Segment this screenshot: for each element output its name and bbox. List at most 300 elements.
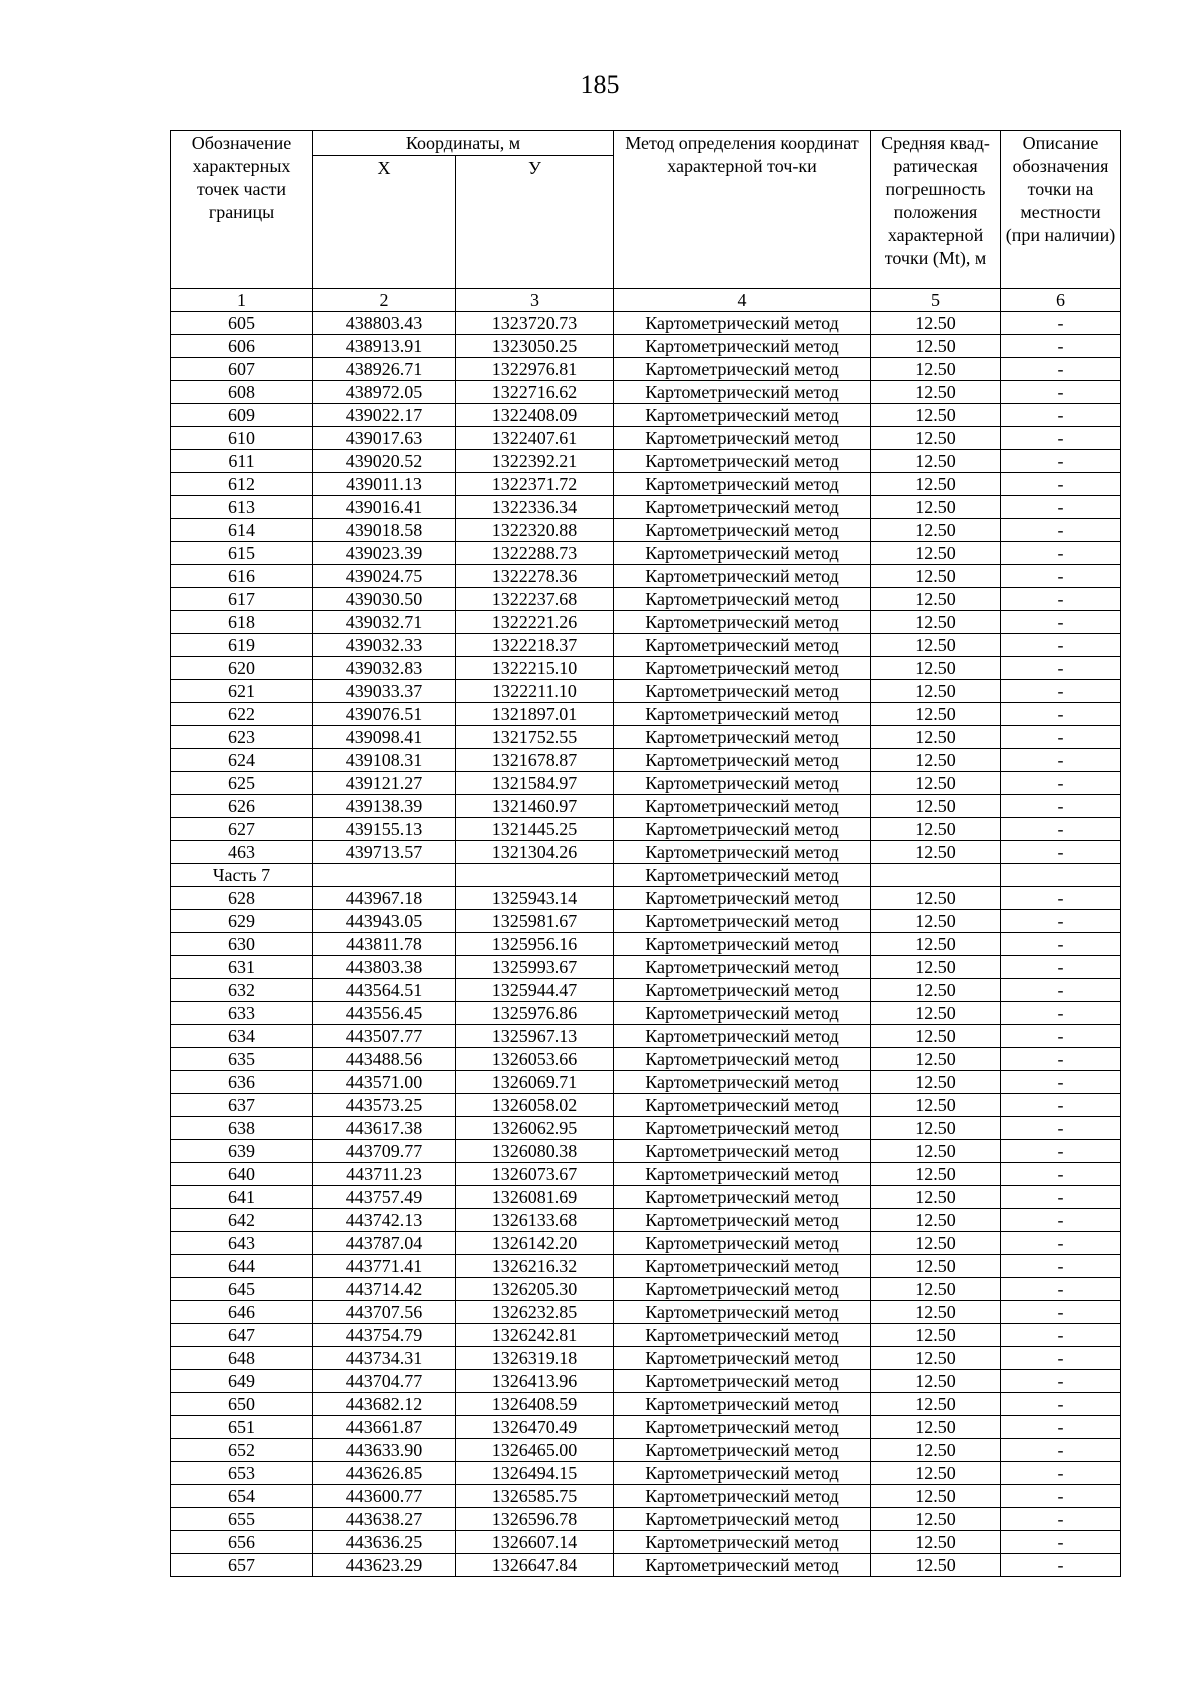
cell-method: Картометрический метод — [614, 1393, 871, 1416]
cell-y: 1326408.59 — [456, 1393, 614, 1416]
cell-description: - — [1001, 818, 1121, 841]
cell-point: 608 — [171, 381, 313, 404]
cell-point: 643 — [171, 1232, 313, 1255]
cell-description: - — [1001, 979, 1121, 1002]
cell-x: 439011.13 — [313, 473, 456, 496]
cell-error: 12.50 — [871, 335, 1001, 358]
cell-description: - — [1001, 1048, 1121, 1071]
cell-y: 1321304.26 — [456, 841, 614, 864]
cell-y: 1322221.26 — [456, 611, 614, 634]
cell-point: 605 — [171, 312, 313, 335]
cell-error: 12.50 — [871, 956, 1001, 979]
table-row — [171, 1209, 1121, 1232]
cell-x: 438926.71 — [313, 358, 456, 381]
cell-method: Картометрический метод — [614, 1048, 871, 1071]
cell-point: 649 — [171, 1370, 313, 1393]
cell-point: Часть 7 — [171, 864, 313, 887]
cell-point: 623 — [171, 726, 313, 749]
cell-error: 12.50 — [871, 1094, 1001, 1117]
table-row — [171, 565, 1121, 588]
cell-x: 443734.31 — [313, 1347, 456, 1370]
cell-error: 12.50 — [871, 588, 1001, 611]
cell-y: 1321752.55 — [456, 726, 614, 749]
cell-y: 1322716.62 — [456, 381, 614, 404]
cell-y: 1326053.66 — [456, 1048, 614, 1071]
cell-x: 443757.49 — [313, 1186, 456, 1209]
cell-method: Картометрический метод — [614, 979, 871, 1002]
cell-point: 644 — [171, 1255, 313, 1278]
cell-x: 443623.29 — [313, 1554, 456, 1577]
table-row — [171, 795, 1121, 818]
cell-description: - — [1001, 519, 1121, 542]
cell-description: - — [1001, 565, 1121, 588]
cell-error: 12.50 — [871, 726, 1001, 749]
table-row — [171, 1393, 1121, 1416]
cell-description: - — [1001, 1117, 1121, 1140]
cell-method: Картометрический метод — [614, 910, 871, 933]
cell-method: Картометрический метод — [614, 611, 871, 634]
header-y: У — [456, 156, 614, 289]
cell-point: 621 — [171, 680, 313, 703]
cell-description: - — [1001, 726, 1121, 749]
cell-x: 439016.41 — [313, 496, 456, 519]
cell-description — [1001, 864, 1121, 887]
column-number: 3 — [456, 289, 614, 312]
cell-error: 12.50 — [871, 1393, 1001, 1416]
cell-x: 443638.27 — [313, 1508, 456, 1531]
cell-x: 443600.77 — [313, 1485, 456, 1508]
cell-method: Картометрический метод — [614, 703, 871, 726]
cell-method: Картометрический метод — [614, 1140, 871, 1163]
cell-x: 443943.05 — [313, 910, 456, 933]
cell-error: 12.50 — [871, 519, 1001, 542]
cell-point: 641 — [171, 1186, 313, 1209]
table-row — [171, 726, 1121, 749]
cell-x: 443573.25 — [313, 1094, 456, 1117]
cell-point: 639 — [171, 1140, 313, 1163]
cell-y: 1321678.87 — [456, 749, 614, 772]
cell-method: Картометрический метод — [614, 1324, 871, 1347]
cell-x: 443507.77 — [313, 1025, 456, 1048]
cell-method: Картометрический метод — [614, 726, 871, 749]
table-row — [171, 703, 1121, 726]
cell-point: 657 — [171, 1554, 313, 1577]
cell-method: Картометрический метод — [614, 634, 871, 657]
cell-x: 439023.39 — [313, 542, 456, 565]
cell-x: 443682.12 — [313, 1393, 456, 1416]
cell-point: 634 — [171, 1025, 313, 1048]
cell-method: Картометрический метод — [614, 496, 871, 519]
table-row — [171, 381, 1121, 404]
cell-point: 630 — [171, 933, 313, 956]
cell-point: 629 — [171, 910, 313, 933]
cell-method: Картометрический метод — [614, 1071, 871, 1094]
cell-y: 1326494.15 — [456, 1462, 614, 1485]
cell-x: 439033.37 — [313, 680, 456, 703]
cell-x: 439713.57 — [313, 841, 456, 864]
cell-y: 1325981.67 — [456, 910, 614, 933]
cell-error: 12.50 — [871, 473, 1001, 496]
cell-x: 443787.04 — [313, 1232, 456, 1255]
cell-error: 12.50 — [871, 1485, 1001, 1508]
cell-x: 443626.85 — [313, 1462, 456, 1485]
cell-x: 439121.27 — [313, 772, 456, 795]
cell-method: Картометрический метод — [614, 404, 871, 427]
table-row — [171, 1071, 1121, 1094]
header-designation: Обозначение характерных точек части границы — [171, 131, 313, 289]
cell-x: 443707.56 — [313, 1301, 456, 1324]
cell-point: 625 — [171, 772, 313, 795]
cell-y: 1322237.68 — [456, 588, 614, 611]
cell-error: 12.50 — [871, 1416, 1001, 1439]
header-error: Средняя квад-ратическая погрешность положения характерной точки (Mt), м — [871, 131, 1001, 289]
cell-x: 439032.71 — [313, 611, 456, 634]
cell-y: 1326470.49 — [456, 1416, 614, 1439]
table-row — [171, 1002, 1121, 1025]
cell-description: - — [1001, 841, 1121, 864]
cell-error: 12.50 — [871, 1554, 1001, 1577]
cell-point: 611 — [171, 450, 313, 473]
cell-x: 439076.51 — [313, 703, 456, 726]
cell-x: 443967.18 — [313, 887, 456, 910]
cell-method: Картометрический метод — [614, 1508, 871, 1531]
cell-method: Картометрический метод — [614, 381, 871, 404]
cell-x: 439032.83 — [313, 657, 456, 680]
cell-point: 653 — [171, 1462, 313, 1485]
cell-method: Картометрический метод — [614, 1347, 871, 1370]
cell-x: 443661.87 — [313, 1416, 456, 1439]
cell-error: 12.50 — [871, 772, 1001, 795]
cell-x: 443803.38 — [313, 956, 456, 979]
cell-error: 12.50 — [871, 1117, 1001, 1140]
table-row — [171, 1255, 1121, 1278]
cell-method: Картометрический метод — [614, 1209, 871, 1232]
cell-description: - — [1001, 358, 1121, 381]
table-row — [171, 1370, 1121, 1393]
cell-y: 1322371.72 — [456, 473, 614, 496]
cell-y: 1325967.13 — [456, 1025, 614, 1048]
cell-method: Картометрический метод — [614, 772, 871, 795]
cell-y: 1326081.69 — [456, 1186, 614, 1209]
cell-description: - — [1001, 1416, 1121, 1439]
table-body — [171, 312, 1121, 1577]
cell-x: 439018.58 — [313, 519, 456, 542]
cell-point: 632 — [171, 979, 313, 1002]
table-row — [171, 404, 1121, 427]
cell-error: 12.50 — [871, 841, 1001, 864]
cell-y: 1321584.97 — [456, 772, 614, 795]
column-number: 1 — [171, 289, 313, 312]
table-row — [171, 749, 1121, 772]
cell-description: - — [1001, 1370, 1121, 1393]
table-row — [171, 1163, 1121, 1186]
table-row — [171, 1347, 1121, 1370]
cell-y: 1323720.73 — [456, 312, 614, 335]
cell-x: 443488.56 — [313, 1048, 456, 1071]
cell-x: 443617.38 — [313, 1117, 456, 1140]
cell-method: Картометрический метод — [614, 1186, 871, 1209]
cell-description: - — [1001, 588, 1121, 611]
cell-point: 633 — [171, 1002, 313, 1025]
column-number: 4 — [614, 289, 871, 312]
coordinates-table — [170, 130, 1121, 1577]
cell-x: 438972.05 — [313, 381, 456, 404]
cell-description: - — [1001, 1347, 1121, 1370]
cell-y: 1322320.88 — [456, 519, 614, 542]
table-row — [171, 1531, 1121, 1554]
cell-description: - — [1001, 496, 1121, 519]
cell-description: - — [1001, 1002, 1121, 1025]
cell-method: Картометрический метод — [614, 358, 871, 381]
cell-x: 443771.41 — [313, 1255, 456, 1278]
cell-point: 624 — [171, 749, 313, 772]
cell-error: 12.50 — [871, 1370, 1001, 1393]
cell-y: 1322218.37 — [456, 634, 614, 657]
cell-method: Картометрический метод — [614, 427, 871, 450]
cell-error: 12.50 — [871, 657, 1001, 680]
table-row — [171, 1186, 1121, 1209]
cell-point: 631 — [171, 956, 313, 979]
cell-x: 438803.43 — [313, 312, 456, 335]
table-row — [171, 1048, 1121, 1071]
cell-x: 443571.00 — [313, 1071, 456, 1094]
cell-y: 1326242.81 — [456, 1324, 614, 1347]
cell-point: 656 — [171, 1531, 313, 1554]
cell-description: - — [1001, 1232, 1121, 1255]
cell-y: 1326319.18 — [456, 1347, 614, 1370]
table-row — [171, 450, 1121, 473]
cell-x: 443564.51 — [313, 979, 456, 1002]
cell-error: 12.50 — [871, 1002, 1001, 1025]
cell-point: 642 — [171, 1209, 313, 1232]
cell-description: - — [1001, 1278, 1121, 1301]
cell-y: 1326216.32 — [456, 1255, 614, 1278]
table-row — [171, 1485, 1121, 1508]
cell-y: 1322392.21 — [456, 450, 614, 473]
header-method: Метод определения координат характерной точ-ки — [614, 131, 871, 289]
table-row — [171, 1117, 1121, 1140]
table-row — [171, 519, 1121, 542]
cell-method: Картометрический метод — [614, 450, 871, 473]
cell-method: Картометрический метод — [614, 519, 871, 542]
cell-description: - — [1001, 1393, 1121, 1416]
cell-point: 618 — [171, 611, 313, 634]
cell-point: 628 — [171, 887, 313, 910]
cell-error: 12.50 — [871, 680, 1001, 703]
cell-description: - — [1001, 611, 1121, 634]
cell-description: - — [1001, 956, 1121, 979]
cell-description: - — [1001, 1071, 1121, 1094]
cell-y: 1325944.47 — [456, 979, 614, 1002]
cell-x — [313, 864, 456, 887]
cell-y — [456, 864, 614, 887]
cell-error: 12.50 — [871, 1462, 1001, 1485]
cell-y: 1322288.73 — [456, 542, 614, 565]
cell-error: 12.50 — [871, 1071, 1001, 1094]
column-number: 5 — [871, 289, 1001, 312]
table-row — [171, 1094, 1121, 1117]
cell-description: - — [1001, 1554, 1121, 1577]
cell-x: 443811.78 — [313, 933, 456, 956]
cell-point: 645 — [171, 1278, 313, 1301]
table-row — [171, 933, 1121, 956]
table-row — [171, 1324, 1121, 1347]
cell-method: Картометрический метод — [614, 1278, 871, 1301]
cell-description: - — [1001, 1508, 1121, 1531]
cell-x: 439138.39 — [313, 795, 456, 818]
cell-y: 1326232.85 — [456, 1301, 614, 1324]
cell-method: Картометрический метод — [614, 588, 871, 611]
cell-y: 1325993.67 — [456, 956, 614, 979]
cell-description: - — [1001, 1439, 1121, 1462]
cell-y: 1326647.84 — [456, 1554, 614, 1577]
cell-error: 12.50 — [871, 1232, 1001, 1255]
cell-description: - — [1001, 657, 1121, 680]
table-row — [171, 1416, 1121, 1439]
table-row — [171, 312, 1121, 335]
cell-method: Картометрический метод — [614, 542, 871, 565]
cell-description: - — [1001, 1094, 1121, 1117]
cell-error: 12.50 — [871, 450, 1001, 473]
cell-method: Картометрический метод — [614, 864, 871, 887]
cell-method: Картометрический метод — [614, 818, 871, 841]
cell-point: 651 — [171, 1416, 313, 1439]
cell-error: 12.50 — [871, 1255, 1001, 1278]
cell-point: 646 — [171, 1301, 313, 1324]
cell-error: 12.50 — [871, 1531, 1001, 1554]
cell-point: 612 — [171, 473, 313, 496]
cell-description: - — [1001, 1462, 1121, 1485]
cell-description: - — [1001, 1209, 1121, 1232]
table-row — [171, 979, 1121, 1002]
table-row — [171, 611, 1121, 634]
cell-method: Картометрический метод — [614, 1416, 871, 1439]
cell-description: - — [1001, 381, 1121, 404]
cell-point: 607 — [171, 358, 313, 381]
cell-point: 620 — [171, 657, 313, 680]
cell-y: 1326133.68 — [456, 1209, 614, 1232]
cell-error: 12.50 — [871, 634, 1001, 657]
cell-point: 650 — [171, 1393, 313, 1416]
cell-error: 12.50 — [871, 358, 1001, 381]
cell-x: 439155.13 — [313, 818, 456, 841]
cell-description: - — [1001, 427, 1121, 450]
cell-error: 12.50 — [871, 542, 1001, 565]
cell-error: 12.50 — [871, 565, 1001, 588]
cell-method: Картометрический метод — [614, 312, 871, 335]
table-row — [171, 542, 1121, 565]
cell-error: 12.50 — [871, 795, 1001, 818]
table-row — [171, 634, 1121, 657]
cell-error: 12.50 — [871, 404, 1001, 427]
cell-error: 12.50 — [871, 749, 1001, 772]
cell-method: Картометрический метод — [614, 1163, 871, 1186]
cell-error: 12.50 — [871, 910, 1001, 933]
cell-point: 655 — [171, 1508, 313, 1531]
cell-y: 1322408.09 — [456, 404, 614, 427]
cell-point: 614 — [171, 519, 313, 542]
cell-y: 1326073.67 — [456, 1163, 614, 1186]
cell-point: 627 — [171, 818, 313, 841]
cell-point: 610 — [171, 427, 313, 450]
cell-description: - — [1001, 1324, 1121, 1347]
table-row — [171, 680, 1121, 703]
cell-x: 443704.77 — [313, 1370, 456, 1393]
cell-point: 648 — [171, 1347, 313, 1370]
cell-method: Картометрический метод — [614, 680, 871, 703]
cell-point: 638 — [171, 1117, 313, 1140]
cell-point: 615 — [171, 542, 313, 565]
cell-x: 439024.75 — [313, 565, 456, 588]
cell-point: 635 — [171, 1048, 313, 1071]
cell-y: 1326058.02 — [456, 1094, 614, 1117]
table-row — [171, 818, 1121, 841]
cell-point: 619 — [171, 634, 313, 657]
cell-point: 463 — [171, 841, 313, 864]
page-number: 185 — [580, 70, 620, 99]
cell-point: 609 — [171, 404, 313, 427]
cell-y: 1325956.16 — [456, 933, 614, 956]
table-row — [171, 841, 1121, 864]
cell-error: 12.50 — [871, 1508, 1001, 1531]
cell-x: 443714.42 — [313, 1278, 456, 1301]
table-row — [171, 956, 1121, 979]
cell-description: - — [1001, 335, 1121, 358]
cell-point: 617 — [171, 588, 313, 611]
cell-y: 1326585.75 — [456, 1485, 614, 1508]
table-row — [171, 1462, 1121, 1485]
cell-x: 443742.13 — [313, 1209, 456, 1232]
cell-description: - — [1001, 1301, 1121, 1324]
cell-y: 1322976.81 — [456, 358, 614, 381]
cell-y: 1321897.01 — [456, 703, 614, 726]
cell-description: - — [1001, 1163, 1121, 1186]
cell-method: Картометрический метод — [614, 1232, 871, 1255]
cell-point: 606 — [171, 335, 313, 358]
cell-method: Картометрический метод — [614, 1301, 871, 1324]
cell-error: 12.50 — [871, 979, 1001, 1002]
column-number: 2 — [313, 289, 456, 312]
cell-method: Картометрический метод — [614, 1462, 871, 1485]
cell-error: 12.50 — [871, 1163, 1001, 1186]
cell-method: Картометрический метод — [614, 887, 871, 910]
cell-method: Картометрический метод — [614, 1094, 871, 1117]
cell-x: 443754.79 — [313, 1324, 456, 1347]
cell-x: 439108.31 — [313, 749, 456, 772]
cell-description: - — [1001, 1186, 1121, 1209]
cell-method: Картометрический метод — [614, 1485, 871, 1508]
cell-method: Картометрический метод — [614, 1025, 871, 1048]
cell-method: Картометрический метод — [614, 1002, 871, 1025]
cell-point: 626 — [171, 795, 313, 818]
cell-method: Картометрический метод — [614, 473, 871, 496]
table-row — [171, 1508, 1121, 1531]
cell-method: Картометрический метод — [614, 841, 871, 864]
cell-method: Картометрический метод — [614, 657, 871, 680]
header-x: X — [313, 156, 456, 289]
cell-x: 443633.90 — [313, 1439, 456, 1462]
cell-y: 1326069.71 — [456, 1071, 614, 1094]
cell-y: 1322407.61 — [456, 427, 614, 450]
table-row — [171, 772, 1121, 795]
table-row — [171, 887, 1121, 910]
cell-error: 12.50 — [871, 1048, 1001, 1071]
cell-error: 12.50 — [871, 1324, 1001, 1347]
cell-x: 439098.41 — [313, 726, 456, 749]
table-row — [171, 1140, 1121, 1163]
cell-error: 12.50 — [871, 1347, 1001, 1370]
cell-error: 12.50 — [871, 496, 1001, 519]
